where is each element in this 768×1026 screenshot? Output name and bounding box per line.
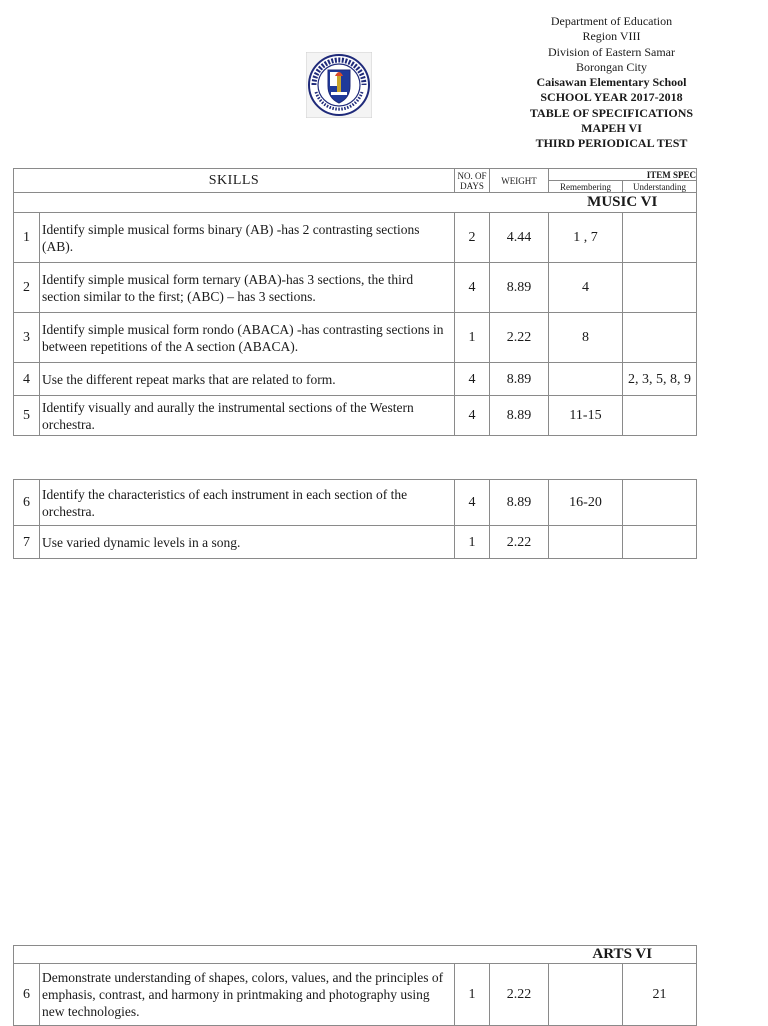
header-remembering: Remembering (549, 181, 623, 193)
header-weight: WEIGHT (490, 169, 549, 193)
section-spacer (14, 946, 549, 964)
table-row (14, 363, 697, 396)
row-understanding (623, 263, 697, 313)
row-remembering: 11-15 (549, 396, 623, 436)
header-region: Region VIII (582, 29, 641, 44)
table-row (14, 964, 697, 1026)
row-skill: Use the different repeat marks that are related to form. (40, 363, 455, 396)
row-weight: 2.22 (490, 964, 549, 1026)
row-remembering (549, 526, 623, 559)
header-understanding: Understanding (623, 181, 697, 193)
table-row (14, 396, 697, 436)
row-weight: 4.44 (490, 213, 549, 263)
row-number: 1 (14, 213, 40, 263)
row-remembering (549, 964, 623, 1026)
row-number: 6 (14, 964, 40, 1026)
row-understanding (623, 213, 697, 263)
row-understanding (623, 313, 697, 363)
row-understanding (623, 396, 697, 436)
header-skills: SKILLS (14, 169, 455, 193)
row-weight: 8.89 (490, 480, 549, 526)
section-spacer (14, 193, 549, 213)
row-number: 7 (14, 526, 40, 559)
music-spec-table-continued (13, 479, 697, 559)
arts-spec-table (13, 945, 697, 1026)
row-understanding: 21 (623, 964, 697, 1026)
table-row (14, 480, 697, 526)
row-skill: Identify simple musical forms binary (AB) -has 2 contrasting sections (AB). (40, 213, 455, 263)
arts-section-title: ARTS VI (549, 946, 697, 964)
row-days: 1 (455, 313, 490, 363)
row-days: 2 (455, 213, 490, 263)
row-days: 1 (455, 526, 490, 559)
row-understanding (623, 526, 697, 559)
row-remembering: 4 (549, 263, 623, 313)
deped-seal-logo (306, 52, 372, 118)
header-subject: MAPEH VI (581, 121, 642, 136)
header-school: Caisawan Elementary School (536, 75, 687, 90)
row-number: 3 (14, 313, 40, 363)
row-skill: Demonstrate understanding of shapes, colors, values, and the principles of emphasis, contrast, and harmony in printmaking and photography using new technologies. (40, 964, 455, 1026)
row-weight: 2.22 (490, 526, 549, 559)
row-understanding: 2, 3, 5, 8, 9 (623, 363, 697, 396)
row-number: 6 (14, 480, 40, 526)
row-weight: 8.89 (490, 363, 549, 396)
music-section-title: MUSIC VI (549, 193, 697, 213)
row-skill: Identify the characteristics of each instrument in each section of the orchestra. (40, 480, 455, 526)
row-remembering (549, 363, 623, 396)
table-row (14, 263, 697, 313)
row-days: 4 (455, 480, 490, 526)
row-number: 4 (14, 363, 40, 396)
row-skill: Use varied dynamic levels in a song. (40, 526, 455, 559)
row-skill: Identify simple musical form rondo (ABACA) -has contrasting sections in between repetitions of the A section (ABACA). (40, 313, 455, 363)
header-city: Borongan City (576, 59, 647, 74)
header-days: NO. OF DAYS (455, 169, 490, 193)
header-department: Department of Education (550, 14, 673, 28)
row-days: 4 (455, 263, 490, 313)
row-days: 1 (455, 964, 490, 1026)
table-row (14, 526, 697, 559)
row-remembering: 8 (549, 313, 623, 363)
table-row (14, 213, 697, 263)
document-header (520, 14, 703, 152)
row-number: 5 (14, 396, 40, 436)
table-row (14, 313, 697, 363)
row-weight: 8.89 (490, 396, 549, 436)
header-doc-title: TABLE OF SPECIFICATIONS (529, 105, 694, 120)
row-days: 4 (455, 396, 490, 436)
row-days: 4 (455, 363, 490, 396)
row-understanding (623, 480, 697, 526)
header-test: THIRD PERIODICAL TEST (535, 136, 688, 151)
row-weight: 8.89 (490, 263, 549, 313)
row-weight: 2.22 (490, 313, 549, 363)
row-skill: Identify simple musical form ternary (ABA)-has 3 sections, the third section similar to the first; (ABC) – has 3 sections. (40, 263, 455, 313)
header-item-spec: ITEM SPEC (549, 169, 697, 181)
row-number: 2 (14, 263, 40, 313)
row-remembering: 16-20 (549, 480, 623, 526)
row-remembering: 1 , 7 (549, 213, 623, 263)
row-skill: Identify visually and aurally the instrumental sections of the Western orchestra. (40, 396, 455, 436)
header-school-year: SCHOOL YEAR 2017-2018 (540, 90, 683, 105)
header-division: Division of Eastern Samar (548, 44, 675, 59)
music-spec-table (13, 168, 697, 436)
